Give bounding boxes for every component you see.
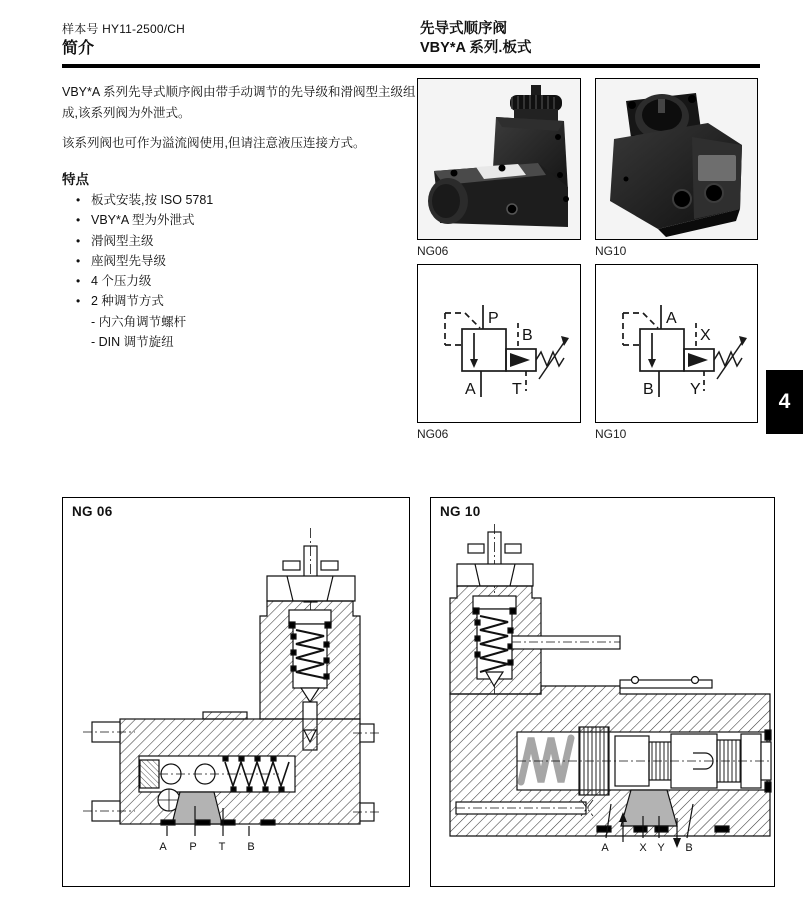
port-label: T xyxy=(512,381,522,398)
ng06-cross-section xyxy=(63,524,408,884)
port-label-a: A xyxy=(159,841,167,853)
feature-subitem: - 内六角调节螺杆 xyxy=(91,314,187,329)
product-title-line1: 先导式顺序阀 xyxy=(420,21,507,37)
pilot-triangle-icon xyxy=(688,353,708,367)
bullet-icon: • xyxy=(76,193,81,207)
photo-frame-ng10 xyxy=(595,78,758,240)
port-cavity xyxy=(621,790,677,826)
port-label: A xyxy=(666,310,677,327)
main-stage-box xyxy=(640,329,684,371)
port-label-y: Y xyxy=(657,842,665,854)
flow-arrow-icon xyxy=(648,359,656,368)
symbol-frame-ng06 xyxy=(417,264,581,423)
product-title-line2: VBY*A 系列.板式 xyxy=(420,40,532,56)
intro-para-1: VBY*A 系列先导式顺序阀由带手动调节的先导级和滑阀型主级组成,该系列阀为外泄式。 xyxy=(62,85,416,120)
symbol-caption-ng06: NG06 xyxy=(417,427,449,441)
feature-item xyxy=(76,251,406,271)
port-label-a: A xyxy=(601,842,609,854)
feature-label: 座阀型先导级 xyxy=(91,253,167,268)
end-plug xyxy=(140,760,159,788)
features-list xyxy=(76,190,406,352)
features-title: 特点 xyxy=(62,172,89,187)
port-cavity xyxy=(172,792,222,824)
ng06-hydraulic-symbol xyxy=(418,265,580,422)
feature-item xyxy=(76,271,406,291)
nameplate xyxy=(203,712,247,719)
adjust-arrow xyxy=(539,341,565,379)
feature-label: 4 个压力级 xyxy=(91,274,152,289)
adjust-arrow xyxy=(717,341,743,379)
doc-number: 样本号 HY11-2500/CH xyxy=(62,22,186,36)
symbol-caption-ng10: NG10 xyxy=(595,427,627,441)
bullet-icon: • xyxy=(76,294,81,309)
product-title xyxy=(420,20,531,58)
drain-screw xyxy=(507,204,517,214)
ng06-valve-photo xyxy=(418,79,580,239)
feature-label: 2 种调节方式 xyxy=(91,294,164,309)
bullet-icon: • xyxy=(76,213,81,228)
drawing-frame-ng06 xyxy=(62,497,410,887)
port-label-t: T xyxy=(218,841,226,853)
photo-caption-ng10: NG10 xyxy=(595,244,627,258)
spool-bore xyxy=(139,756,295,792)
pilot-dashed-line xyxy=(623,313,658,328)
port-label: B xyxy=(643,381,654,398)
port-label-b: B xyxy=(247,841,255,853)
feature-label: 板式安装,按 ISO 5781 xyxy=(91,193,214,207)
page-title: 简介 xyxy=(62,40,95,57)
photo-frame-ng06 xyxy=(417,78,581,240)
main-stage-box xyxy=(462,329,506,371)
pilot-spring-chamber xyxy=(473,596,516,686)
feature-item xyxy=(76,231,406,251)
ng10-valve-photo xyxy=(596,79,757,239)
port-hole xyxy=(673,190,691,208)
feature-label: VBY*A 型为外泄式 xyxy=(91,213,195,228)
spool-bore xyxy=(517,727,772,795)
pilot-triangle-icon xyxy=(510,353,530,367)
feature-item xyxy=(76,190,406,210)
port-label-b: B xyxy=(685,842,693,854)
hex-locknut xyxy=(457,564,533,586)
nameplate xyxy=(620,677,712,689)
feature-label: 滑阀型主级 xyxy=(91,233,154,248)
port-label: B xyxy=(522,327,533,344)
hex-locknut xyxy=(267,576,355,601)
port-label: A xyxy=(465,381,476,398)
flow-arrow-icon xyxy=(470,359,478,368)
ng10-hydraulic-symbol xyxy=(596,265,757,422)
port-label-x: X xyxy=(639,842,647,854)
drain-dashed-line xyxy=(445,313,462,345)
valve-label-plate xyxy=(698,155,736,181)
port-label: Y xyxy=(690,381,701,398)
feature-item xyxy=(76,291,406,311)
bullet-icon: • xyxy=(76,253,81,268)
port-label: X xyxy=(700,327,711,344)
pilot-channel xyxy=(512,636,620,649)
port-label-p: P xyxy=(189,841,197,853)
drawing-title-ng10: NG 10 xyxy=(440,504,481,519)
header-rule xyxy=(62,64,760,68)
ng10-cross-section xyxy=(431,524,773,884)
chapter-tab: 4 xyxy=(766,370,803,434)
pilot-dashed-line xyxy=(445,313,480,328)
port-hole xyxy=(705,184,723,202)
bullet-icon: • xyxy=(76,233,81,248)
photo-caption-ng06: NG06 xyxy=(417,244,449,258)
drawing-title-ng06: NG 06 xyxy=(72,504,113,519)
intro-text xyxy=(62,82,418,154)
drawing-frame-ng10 xyxy=(430,497,775,887)
symbol-frame-ng10 xyxy=(595,264,758,423)
drain-dashed-line xyxy=(623,313,640,345)
intro-para-2: 该系列阀也可作为溢流阀使用,但请注意液压连接方式。 xyxy=(62,136,366,150)
port-label: P xyxy=(488,310,499,327)
bullet-icon: • xyxy=(76,274,81,289)
feature-item xyxy=(76,210,406,230)
feature-subitem: - DIN 调节旋纽 xyxy=(91,335,174,350)
